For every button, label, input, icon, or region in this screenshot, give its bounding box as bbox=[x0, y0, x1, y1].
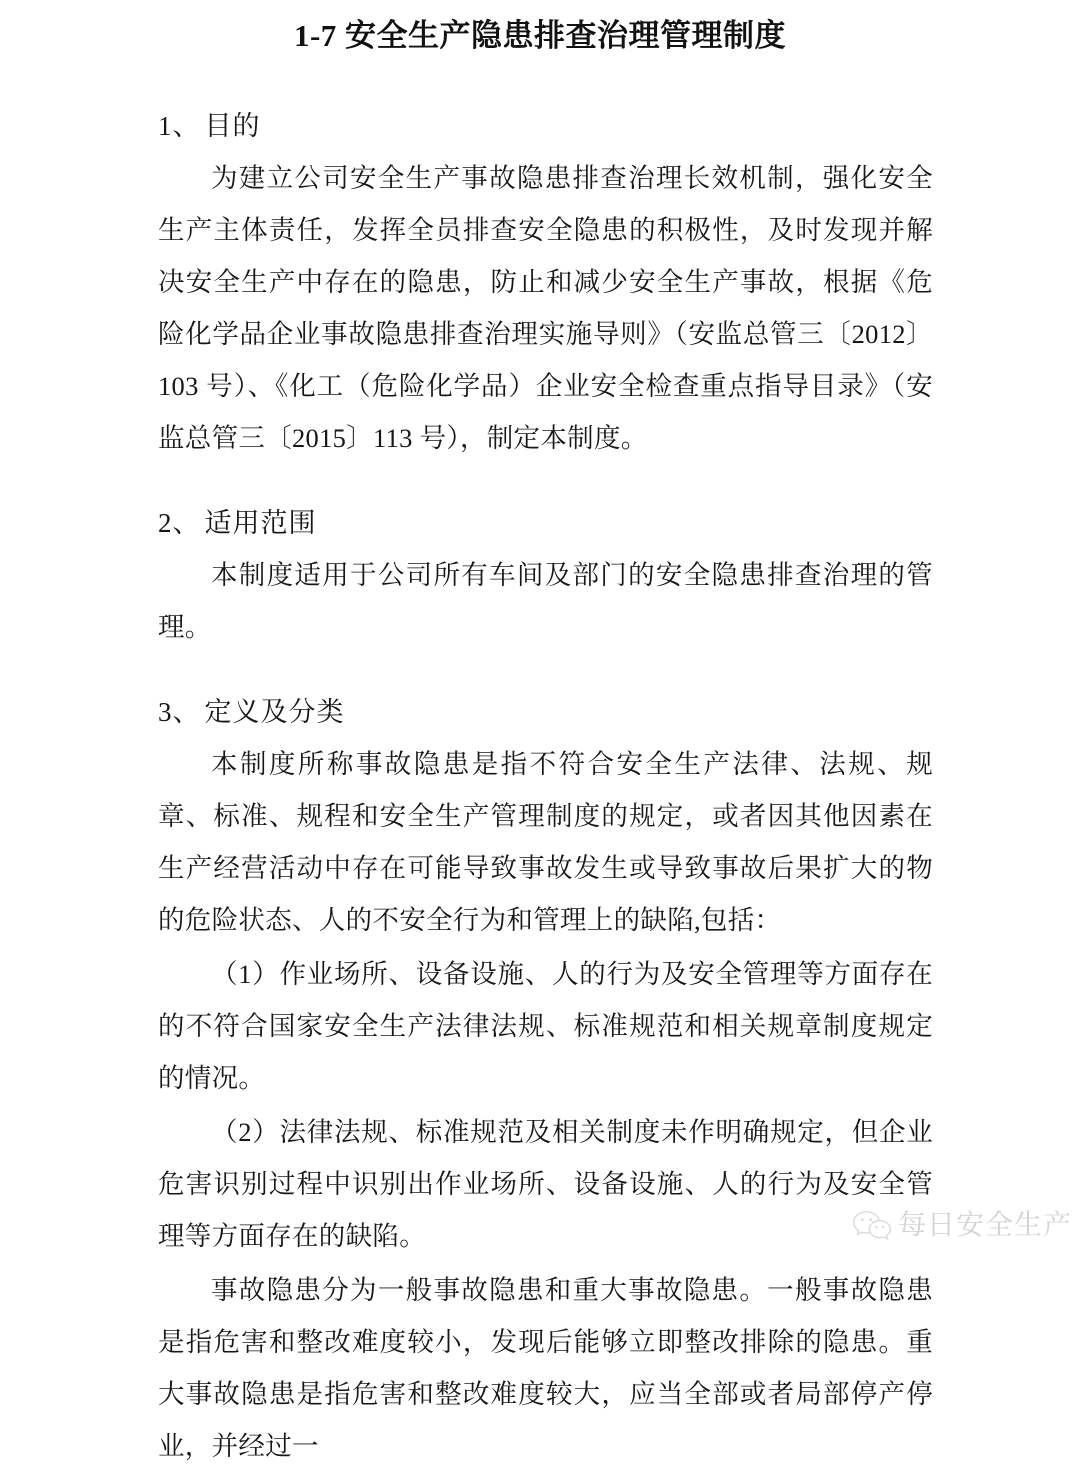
paragraph-definition-item-2: （2）法律法规、标准规范及相关制度未作明确规定，但企业危害识别过程中识别出作业场所、设备设施、人的行为及安全管理等方面存在的缺陷。 bbox=[158, 1117, 933, 1251]
section-definition bbox=[158, 686, 933, 1472]
section-separator-1: 、 bbox=[172, 111, 205, 141]
section-scope bbox=[158, 497, 933, 653]
section-heading-3 bbox=[158, 686, 933, 738]
section-separator-3: 、 bbox=[172, 697, 205, 727]
section-heading-1 bbox=[158, 100, 933, 152]
paragraph-definition-classification: 事故隐患分为一般事故隐患和重大事故隐患。一般事故隐患是指危害和整改难度较小，发现后能够立即整改排除的隐患。重大事故隐患是指危害和整改难度较大，应当全部或者局部停产停业，并经过一 bbox=[158, 1275, 933, 1461]
paragraph-definition-intro: 本制度所称事故隐患是指不符合安全生产法律、法规、规章、标准、规程和安全生产管理制度的规定，或者因其他因素在生产经营活动中存在可能导致事故发生或导致事故后果扩大的物的危险状态、人的不安全行为和管理上的缺陷,包括： bbox=[158, 749, 933, 935]
paragraph-definition-item-1: （1）作业场所、设备设施、人的行为及安全管理等方面存在的不符合国家安全生产法律法规、标准规范和相关规章制度规定的情况。 bbox=[158, 959, 933, 1093]
paragraph-scope-body: 本制度适用于公司所有车间及部门的安全隐患排查治理的管理。 bbox=[158, 560, 933, 642]
document-body bbox=[158, 100, 933, 1472]
section-heading-2 bbox=[158, 497, 933, 549]
section-title-3: 定义及分类 bbox=[204, 697, 345, 727]
section-number-3: 3 bbox=[158, 697, 173, 727]
section-title-2: 适用范围 bbox=[204, 508, 317, 538]
section-separator-2: 、 bbox=[172, 508, 205, 538]
paragraph-purpose-body: 为建立公司安全生产事故隐患排查治理长效机制，强化安全生产主体责任，发挥全员排查安全隐患的积极性，及时发现并解决安全生产中存在的隐患，防止和减少安全生产事故，根据《危险化学品企业事故隐患排查治理实施导则》（安监总管三〔2012〕103 号）、《化工（危险化学品）企业安全检查重点指导目录》（安监总管三〔2015〕113 号），制定本制度。 bbox=[158, 163, 933, 453]
section-purpose bbox=[158, 100, 933, 464]
section-number-2: 2 bbox=[158, 508, 173, 538]
watermark-label: 每日安全生产 bbox=[897, 1209, 1072, 1240]
section-title-1: 目的 bbox=[204, 111, 261, 141]
page-title: 1-7 安全生产隐患排查治理管理制度 bbox=[293, 18, 787, 53]
section-number-1: 1 bbox=[158, 111, 173, 141]
